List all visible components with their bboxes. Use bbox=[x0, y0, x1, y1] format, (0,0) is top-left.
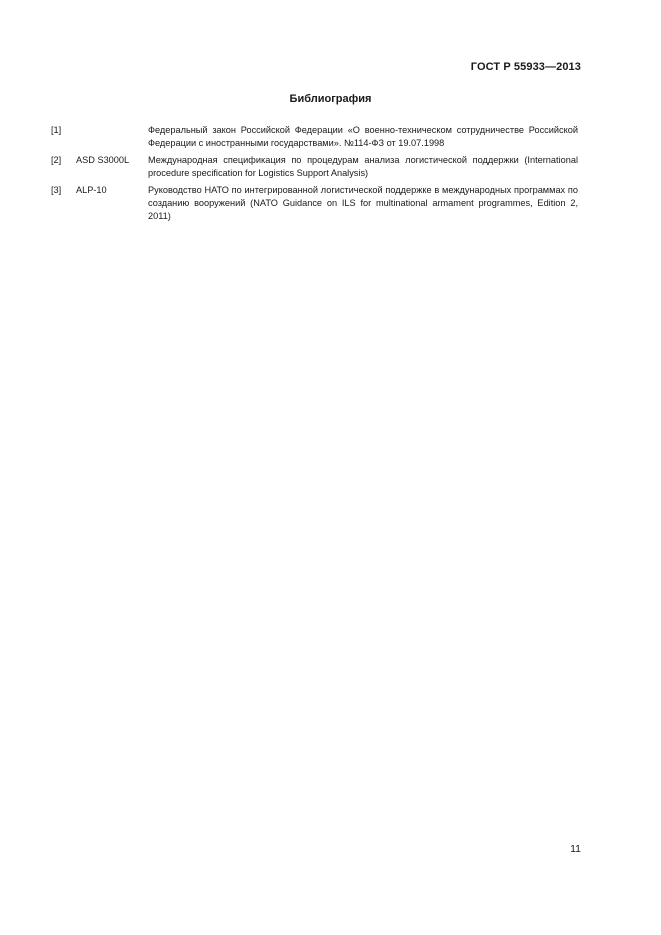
reference-number: [3] bbox=[51, 185, 62, 196]
reference-item bbox=[51, 154, 578, 179]
reference-number: [1] bbox=[51, 125, 62, 135]
reference-text: Руководство НАТО по интегрированной логистической поддержке в международных программах по созданию вооружений (NATO Guidance on ILS for multinational armament programmes, Edition 2, 2011) bbox=[148, 185, 578, 221]
reference-item bbox=[51, 184, 578, 222]
reference-text: Федеральный закон Российской Федерации «О военно-техническом сотрудничестве Российской Федерации с иностранными государствами». №114-ФЗ от 19.07.1998 bbox=[148, 125, 578, 148]
document-code: ГОСТ Р 55933—2013 bbox=[470, 61, 581, 73]
reference-item bbox=[51, 124, 578, 149]
reference-code bbox=[76, 124, 148, 149]
reference-code: ASD S3000L bbox=[76, 155, 130, 166]
section-title: Библиография bbox=[289, 93, 372, 105]
reference-text: Международная спецификация по процедурам анализа логистической поддержки (International procedure specification for Logistics Support Analysis) bbox=[148, 155, 578, 178]
page-number: 11 bbox=[570, 843, 581, 855]
reference-list bbox=[51, 124, 578, 227]
reference-number: [2] bbox=[51, 155, 62, 166]
reference-code: ALP-10 bbox=[76, 185, 107, 196]
